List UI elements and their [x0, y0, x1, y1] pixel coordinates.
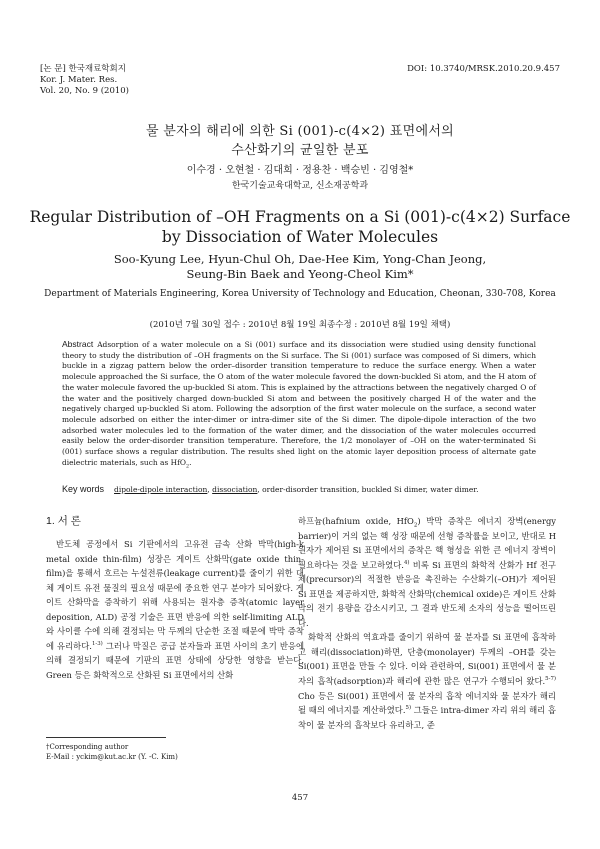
footnote-divider [46, 737, 166, 738]
left-paragraph-1-end: 그러나 막질은 공급 분자들과 표면 사이의 초기 반응에 의해 결정되기 때문에 기판의 표면 상태에 상당한 영향을 받는다. Green 등은 화학적으로 산화된 Si 표면에서의 산화 [46, 640, 304, 680]
keyword-separator: , [207, 485, 213, 494]
journal-header [40, 64, 129, 97]
left-reference-1: 1-3) [91, 641, 103, 648]
korean-title-line-2: 수산화기의 균일한 분포 [231, 143, 369, 158]
author-email: E-Mail : yckim@kut.ac.kr (Y. -C. Kim) [46, 753, 178, 761]
keyword-2: dissociation [212, 485, 258, 494]
left-paragraph-1 [46, 537, 304, 682]
abstract-text: Adsorption of a water molecule on a Si (001) surface and its dissociation were studied using density functional theory to study the distribution of –OH fragments on the Si surface. The Si (001) surface was composed of Si dimers, which buckle in a zigzag pattern below the order–disorder transition temperature to reduce the surface energy. When a water molecule approached the Si surface, the O atom of the water molecule favored the down-buckled Si atom, and the H atom of the water molecule favored the up-buckled Si atom. This is explained by the attractions between the negatively charged O of the water and the positively charged down-buckled Si atom and between the positively charged H of the water and the negatively charged up-buckled Si atom. Following the adsorption of the first water molecule on the surface, a second water molecule adsorbed on either the inter-dimer or intra-dimer site of the Si dimer. The dipole-dipole interaction of the two adsorbed water molecules led to the formation of the water dimer, and the dissociation of the water molecules occurred easily below the order-disorder transition temperature. Therefore, the 1/2 monolayer of –OH on the water-terminated Si (001) surface shows a regular distribution. The results shed light on the atomic layer deposition process of alternate gate dielectric materials, such as HfO [62, 340, 536, 467]
english-affiliation: Department of Materials Engineering, Korea University of Technology and Education, Cheonan, 330-708, Korea [44, 289, 556, 299]
right-subscript: 2 [413, 522, 418, 529]
right-reference-2: 5-7) [545, 676, 556, 683]
right-paragraph-1-b: ) 박막 증착은 에너지 장벽(energy barrier)이 거의 없는 핵 성장 때문에 선형 증착률을 보이고, 반대로 H 원자가 제어된 Si 표면에서의 증착은 핵 형성을 위한 큰 에너지 장벽이 필요하다는 것을 보고하였다. [298, 516, 556, 570]
right-paragraph-2-a: 화학적 산화의 역효과를 줄이기 위하여 물 분자를 Si 표면에 흡착하고 해리(dissociation)하면, 단층(monolayer) 두께의 –OH를 갖는 Si(001) 표면을 만들 수 있다. 이와 관련하여, Si(001) 표면에서 물 분자의 흡착(adsorption)과 해리에 관한 많은 연구가 수행되어 왔다. [298, 632, 556, 687]
english-title-line-1: Regular Distribution of –OH Fragments on a Si (001)-c(4×2) Surface [29, 208, 571, 226]
keywords-rest: , order-disorder transition, buckled Si dimer, water dimer. [257, 485, 479, 494]
english-authors-line-2: Seung-Bin Baek and Yeong-Cheol Kim* [186, 267, 414, 281]
footnote [46, 742, 178, 762]
page-number: 457 [291, 793, 309, 803]
journal-volume: Vol. 20, No. 9 (2010) [40, 86, 130, 96]
doi: DOI: 10.3740/MRSK.2010.20.9.457 [407, 64, 560, 74]
body-right-column [298, 514, 556, 732]
corresponding-author: †Corresponding author [46, 743, 129, 751]
journal-name-en: Kor. J. Mater. Res. [40, 75, 118, 85]
section-number: 1. [46, 515, 55, 527]
korean-affiliation: 한국기술교육대학교, 신소재공학과 [231, 181, 369, 191]
right-paragraph-2-b: Cho 등은 Si(001) 표면에서 물 분자의 흡착 에너지와 물 분자가 해리될 때의 에너지를 계산하였다. [298, 690, 556, 716]
abstract-end: . [189, 457, 192, 467]
english-authors [0, 252, 600, 282]
korean-title [0, 122, 600, 160]
right-reference-1: 4) [403, 559, 410, 566]
keyword-1: dipole-dipole interaction [114, 485, 208, 494]
abstract-subscript: 2 [186, 464, 190, 470]
english-title [0, 207, 600, 247]
right-paragraph-2-c: 그들은 intra-dimer 자리 위의 해리 흡착이 물 분자의 흡착보다 유리하고, 준 [298, 705, 556, 730]
abstract [62, 339, 536, 468]
korean-title-line-1: 물 분자의 해리에 의한 Si (001)-c(4×2) 표면에서의 [145, 124, 455, 139]
right-paragraph-1 [298, 514, 556, 630]
right-paragraph-2 [298, 630, 556, 732]
english-title-line-2: by Dissociation of Water Molecules [161, 228, 439, 246]
section-title: 서 론 [57, 515, 81, 527]
keywords [62, 484, 536, 495]
right-paragraph-1-c: 비록 Si 표면의 화학적 산화가 Hf 전구체(precursor)의 적절한 반응을 촉진하는 수산화기(–OH)가 제어된 Si 표면을 제공하지만, 화학적 산화막(chemical oxide)은 게이트 산화막의 전기 용량을 감소시키고, 그 결과 반도체 소자의 성능을 떨어뜨린다. [298, 559, 556, 628]
journal-name-ko: [논 문] 한국재료학회지 [40, 64, 126, 74]
received-dates: (2010년 7월 30일 접수 : 2010년 8월 19일 최종수정 : 2010년 8월 19일 채택) [149, 320, 451, 330]
left-paragraph-1-text: 반도체 공정에서 Si 기판에서의 고유전 금속 산화 박막(high-k metal oxide thin-film) 성장은 게이트 산화막(gate oxide thin-film)을 통해서 흐르는 누설전류(leakage current)를 줄이기 위한 대체 게이트 유전 물질의 필요성 때문에 중요한 연구 분야가 되어왔다. 게이트 산화막을 증착하기 위해 사용되는 원자층 증착(atomic layer deposition, ALD) 공정 기술은 표면 반응에 의한 self-limiting ALD와 사이클 수에 의해 결정되는 막 두께의 단순한 조절 때문에 박막 증착에 유리하다. [46, 539, 304, 651]
section-heading [46, 514, 304, 528]
body-left-column [46, 514, 304, 682]
english-authors-line-1: Soo-Kyung Lee, Hyun-Chul Oh, Dae-Hee Kim, Yong-Chan Jeong, [113, 252, 487, 266]
keywords-label: Key words [62, 484, 105, 494]
right-paragraph-1-a: 하프늄(hafnium oxide, HfO [298, 516, 414, 526]
korean-authors: 이수경 · 오현철 · 김대희 · 정용찬 · 백승빈 · 김영철* [186, 165, 414, 176]
abstract-label: Abstract [62, 339, 94, 349]
right-reference-3: 5) [405, 705, 412, 712]
